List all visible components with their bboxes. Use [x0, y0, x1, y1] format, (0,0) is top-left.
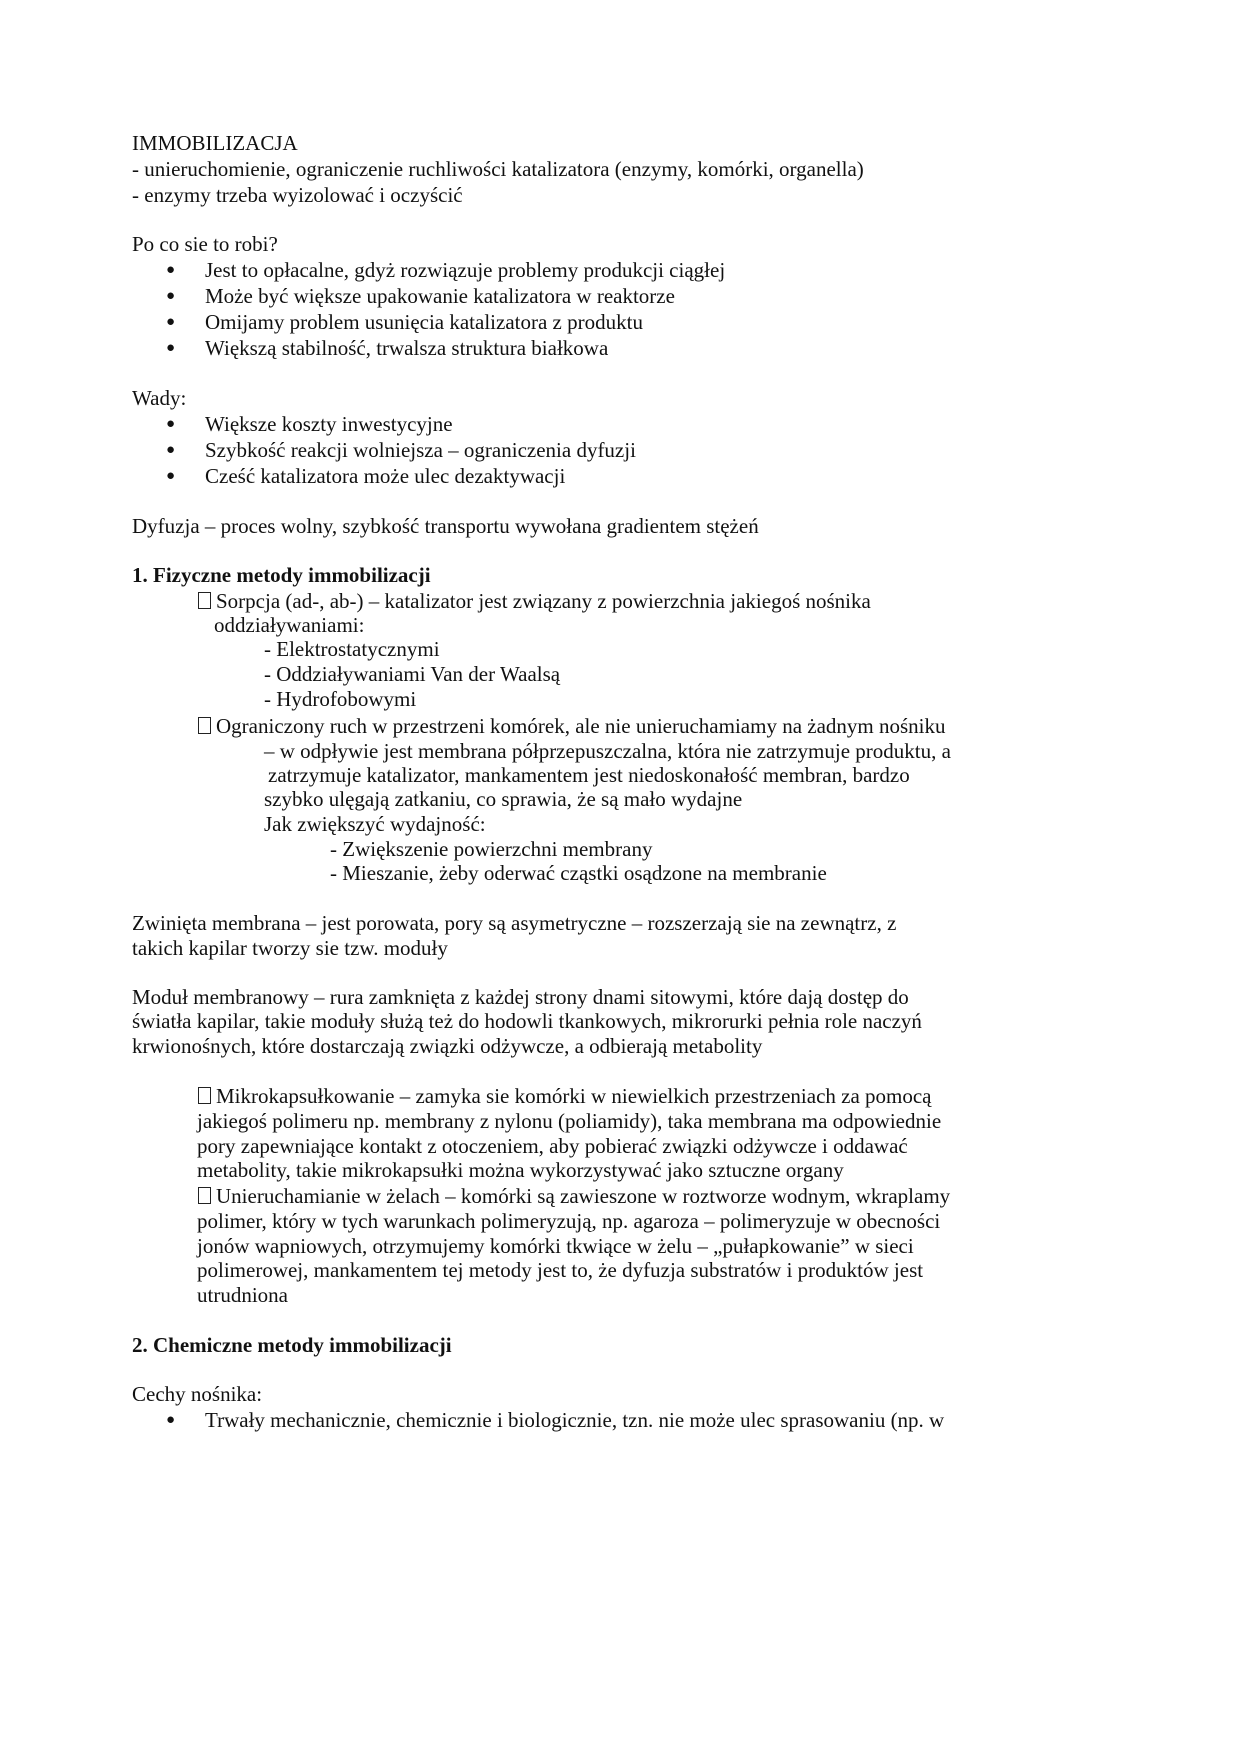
microcapsule-line: jakiegoś polimeru np. membrany z nylonu (poliamidy), taka membrana ma odpowiednie	[197, 1109, 942, 1133]
bullet-icon: ●	[166, 468, 176, 484]
missing-glyph-icon	[198, 592, 211, 609]
cons-heading: Wady:	[132, 386, 187, 410]
membrane-paragraph: Zwinięta membrana – jest porowata, pory są asymetryczne – rozszerzają sie na zewnątrz, z	[132, 911, 897, 935]
bullet-icon: ●	[166, 416, 176, 432]
why-item: Może być większe upakowanie katalizatora w reaktorze	[205, 284, 675, 308]
microcapsule-line: metabolity, takie mikrokapsułki można wykorzystywać jako sztuczne organy	[197, 1158, 844, 1182]
document-title: IMMOBILIZACJA	[132, 131, 298, 155]
limited-motion-line: zatrzymuje katalizator, mankamentem jest niedoskonałość membran, bardzo	[268, 763, 910, 787]
limited-motion-item: - Zwiększenie powierzchni membrany	[330, 837, 653, 861]
why-item: Jest to opłacalne, gdyż rozwiązuje problemy produkcji ciągłej	[205, 258, 726, 282]
intro-line: - enzymy trzeba wyizolować i oczyścić	[132, 183, 463, 207]
module-paragraph: krwionośnych, które dostarczają związki odżywcze, a odbierają metabolity	[132, 1034, 763, 1058]
why-heading: Po co sie to robi?	[132, 232, 278, 256]
cons-item: Większe koszty inwestycyjne	[205, 412, 453, 436]
cons-item: Cześć katalizatora może ulec dezaktywacji	[205, 464, 566, 488]
bullet-icon: ●	[166, 288, 176, 304]
bullet-icon: ●	[166, 340, 176, 356]
missing-glyph-icon	[198, 1087, 211, 1104]
sorption-item: - Elektrostatycznymi	[264, 637, 440, 661]
bullet-icon: ●	[166, 314, 176, 330]
sorption-line: Sorpcja (ad-, ab-) – katalizator jest związany z powierzchnia jakiegoś nośnika	[216, 589, 871, 613]
why-item: Większą stabilność, trwalsza struktura białkowa	[205, 336, 609, 360]
gel-line: utrudniona	[197, 1283, 288, 1307]
module-paragraph: światła kapilar, takie moduły służą też do hodowli tkankowych, mikrorurki pełnia role naczyń	[132, 1009, 922, 1033]
limited-motion-item: - Mieszanie, żeby oderwać cząstki osądzone na membranie	[330, 861, 827, 885]
sorption-item: - Hydrofobowymi	[264, 687, 417, 711]
bullet-icon: ●	[166, 442, 176, 458]
diffusion-paragraph: Dyfuzja – proces wolny, szybkość transportu wywołana gradientem stężeń	[132, 514, 759, 538]
section-heading-chemical: 2. Chemiczne metody immobilizacji	[132, 1333, 452, 1357]
limited-motion-line: Ograniczony ruch w przestrzeni komórek, ale nie unieruchamiamy na żadnym nośniku	[216, 714, 946, 738]
sorption-item: - Oddziaływaniami Van der Waalsą	[264, 662, 561, 686]
microcapsule-line: pory zapewniające kontakt z otoczeniem, aby pobierać związki odżywcze i oddawać	[197, 1134, 908, 1158]
sorption-line: oddziaływaniami:	[214, 613, 365, 637]
microcapsule-line: Mikrokapsułkowanie – zamyka sie komórki w niewielkich przestrzeniach za pomocą	[216, 1084, 932, 1108]
limited-motion-line: Jak zwiększyć wydajność:	[264, 812, 486, 836]
missing-glyph-icon	[198, 1187, 211, 1204]
bullet-icon: ●	[166, 262, 176, 278]
intro-line: - unieruchomienie, ograniczenie ruchliwości katalizatora (enzymy, komórki, organella)	[132, 157, 864, 181]
limited-motion-line: szybko ulęgają zatkaniu, co sprawia, że są mało wydajne	[264, 787, 743, 811]
missing-glyph-icon	[198, 717, 211, 734]
section-heading-physical: 1. Fizyczne metody immobilizacji	[132, 563, 431, 587]
bullet-icon: ●	[166, 1412, 176, 1428]
carrier-heading: Cechy nośnika:	[132, 1382, 263, 1406]
carrier-item: Trwały mechanicznie, chemicznie i biologicznie, tzn. nie może ulec sprasowaniu (np. w	[205, 1408, 945, 1432]
gel-line: polimer, który w tych warunkach polimeryzują, np. agaroza – polimeryzuje w obecności	[197, 1209, 941, 1233]
gel-line: jonów wapniowych, otrzymujemy komórki tkwiące w żelu – „pułapkowanie” w sieci	[197, 1234, 914, 1258]
membrane-paragraph: takich kapilar tworzy sie tzw. moduły	[132, 936, 448, 960]
gel-line: polimerowej, mankamentem tej metody jest to, że dyfuzja substratów i produktów jest	[197, 1258, 924, 1282]
module-paragraph: Moduł membranowy – rura zamknięta z każdej strony dnami sitowymi, które dają dostęp do	[132, 985, 909, 1009]
gel-line: Unieruchamianie w żelach – komórki są zawieszone w roztworze wodnym, wkraplamy	[216, 1184, 951, 1208]
why-item: Omijamy problem usunięcia katalizatora z produktu	[205, 310, 643, 334]
limited-motion-line: – w odpływie jest membrana półprzepuszczalna, która nie zatrzymuje produktu, a	[264, 739, 951, 763]
cons-item: Szybkość reakcji wolniejsza – ograniczenia dyfuzji	[205, 438, 636, 462]
